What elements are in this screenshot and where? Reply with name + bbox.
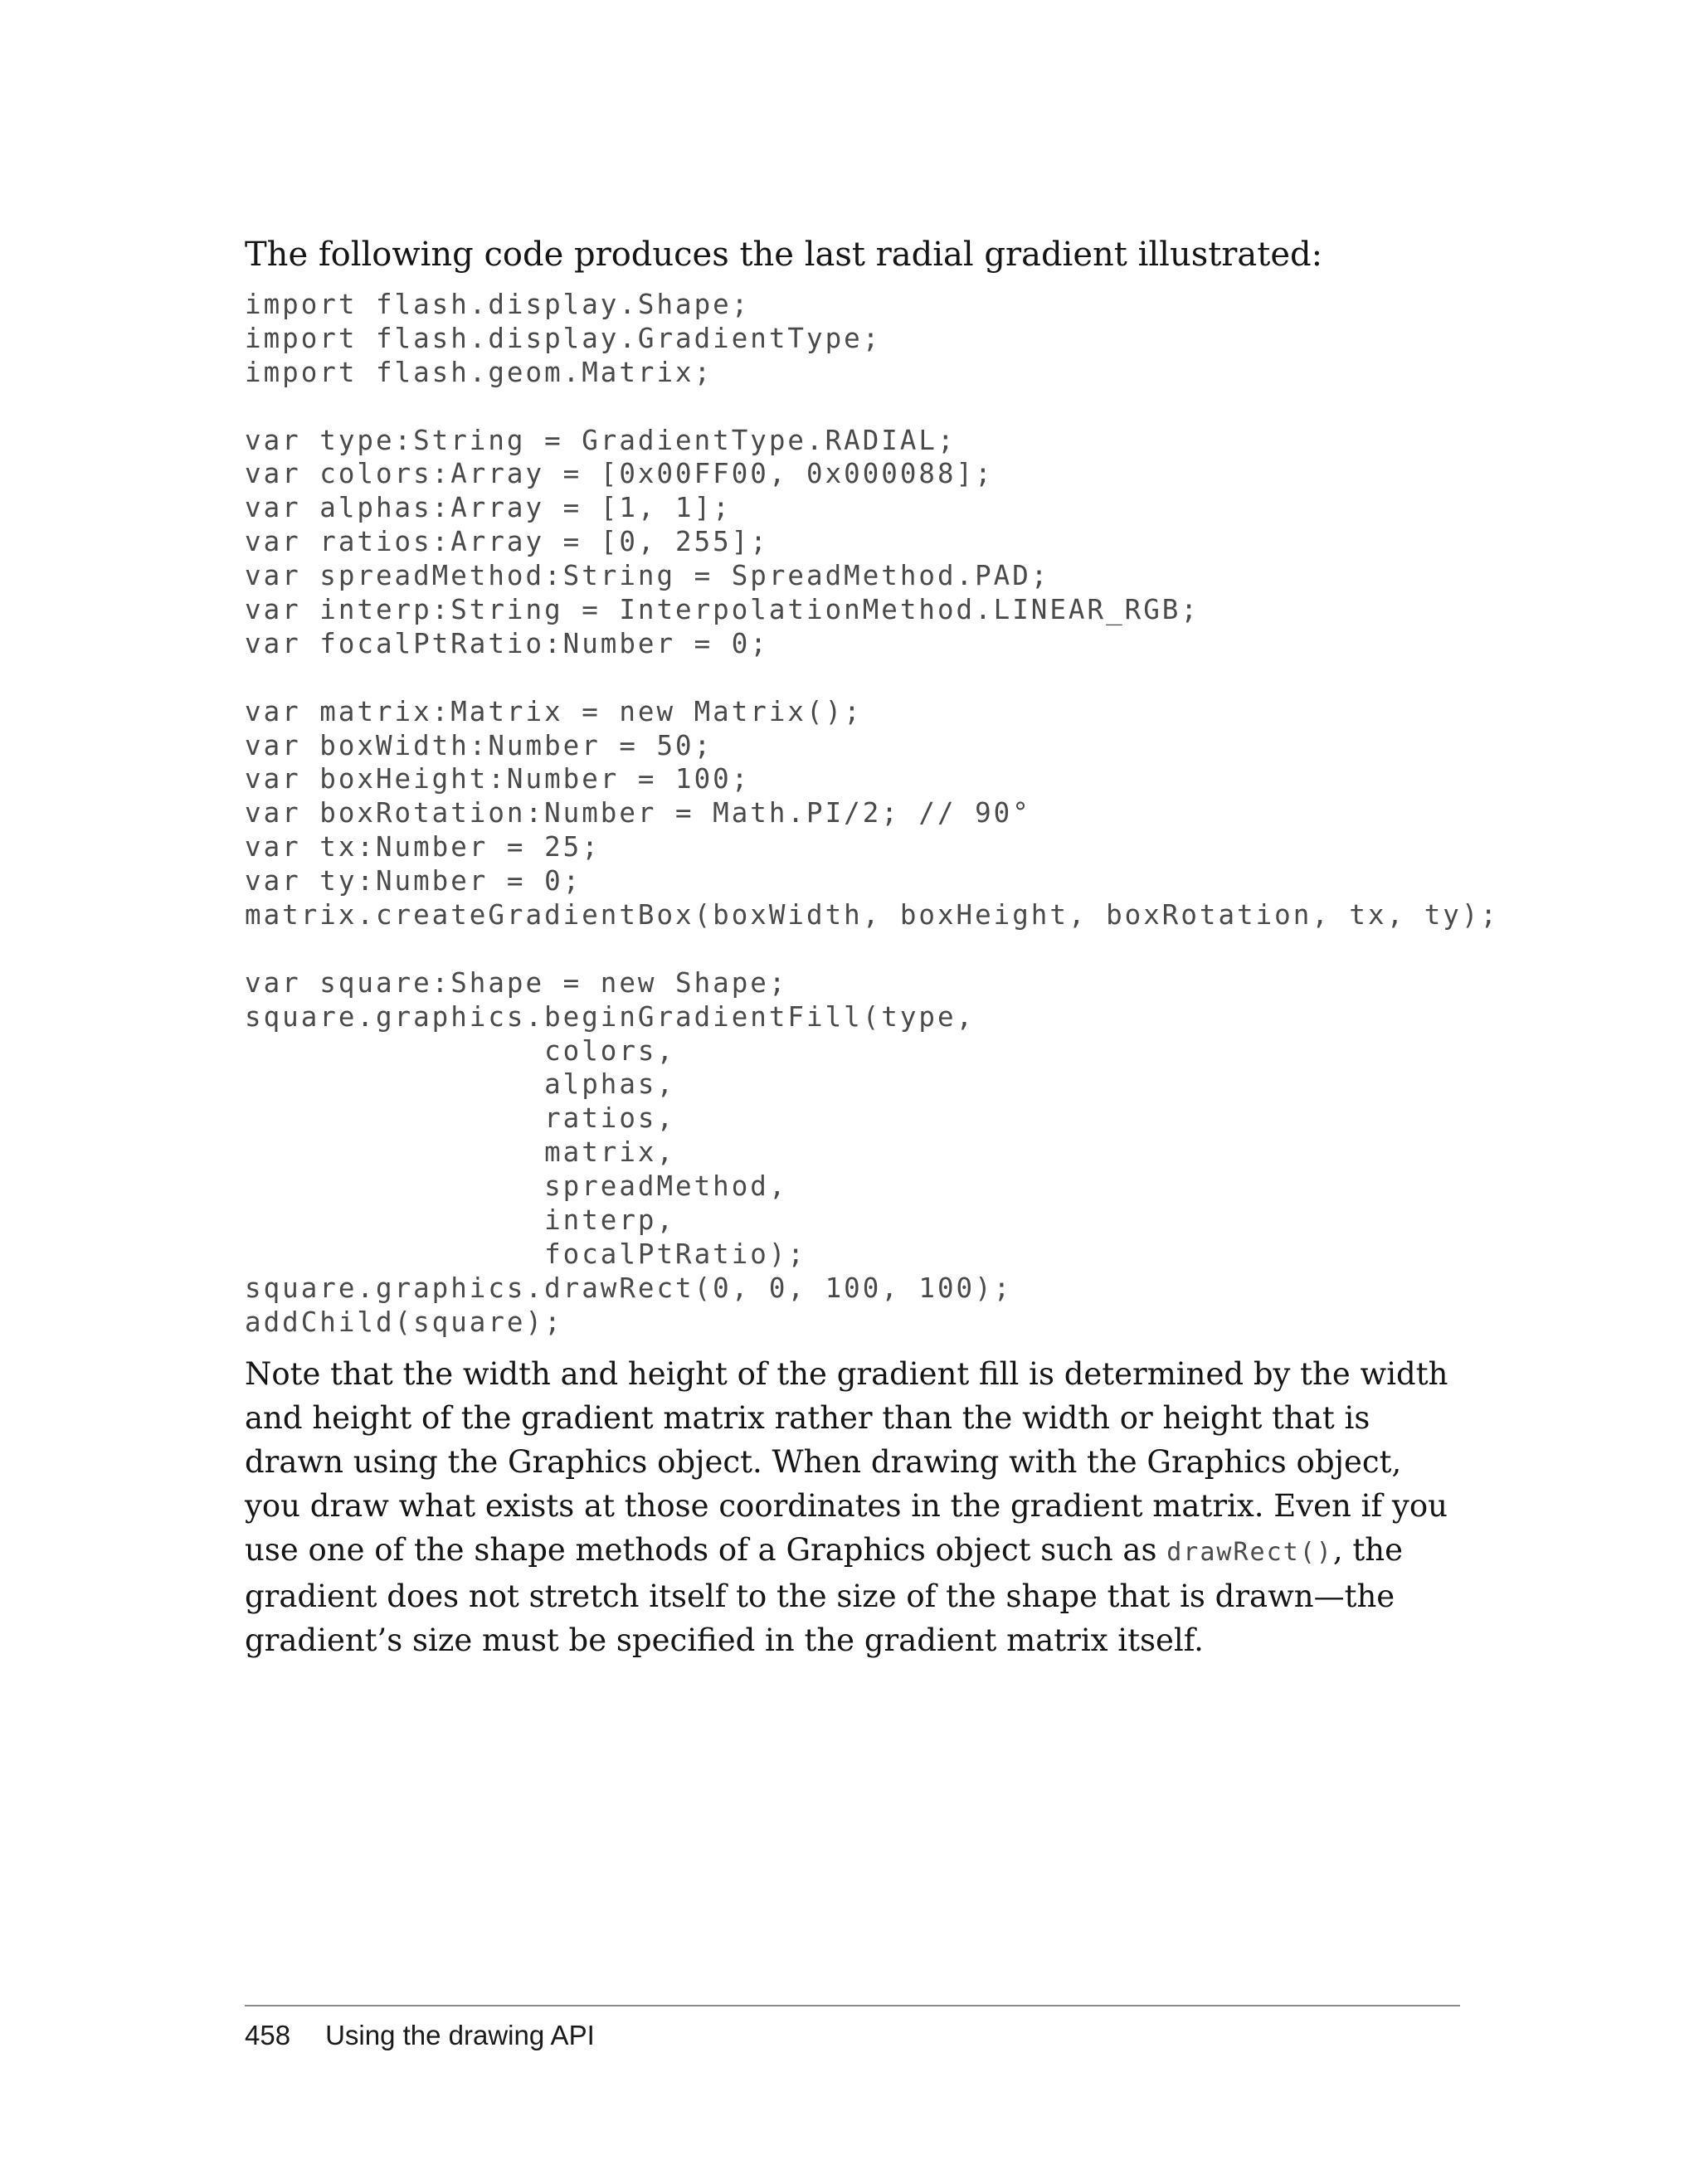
code-line: import flash.geom.Matrix;: [245, 356, 713, 388]
note-paragraph: [245, 1352, 1464, 1662]
code-line: [245, 661, 1499, 695]
code-line: addChild(square);: [245, 1306, 563, 1338]
code-line: var matrix:Matrix = new Matrix();: [245, 695, 863, 727]
code-line: spreadMethod,: [245, 1170, 788, 1203]
code-line: matrix.createGradientBox(boxWidth, boxHeight, boxRotation, tx, ty);: [245, 899, 1499, 931]
code-line: var focalPtRatio:Number = 0;: [245, 627, 769, 659]
code-line: var boxHeight:Number = 100;: [245, 763, 751, 795]
code-line: var ratios:Array = [0, 255];: [245, 526, 769, 558]
code-line: colors,: [245, 1034, 676, 1067]
code-line: [245, 390, 1499, 424]
inline-code-drawrect: drawRect(): [1166, 1538, 1333, 1567]
footer-divider: [245, 2005, 1460, 2006]
code-line: matrix,: [245, 1136, 676, 1169]
code-line: var spreadMethod:String = SpreadMethod.PAD;: [245, 560, 1050, 592]
page-number: 458: [245, 2020, 291, 2050]
code-line: import flash.display.GradientType;: [245, 322, 882, 354]
code-line: interp,: [245, 1204, 676, 1237]
code-line: focalPtRatio);: [245, 1238, 806, 1270]
code-line: alphas,: [245, 1068, 676, 1101]
code-line: import flash.display.Shape;: [245, 289, 751, 320]
code-line: square.graphics.beginGradientFill(type,: [245, 1000, 976, 1033]
page-footer: [245, 2017, 595, 2054]
note-text-after: , the gradient does not stretch itself to the size of the shape that is drawn—the gradient’s size must be specified in the gradient matrix itself.: [245, 1532, 1403, 1658]
code-line: var alphas:Array = [1, 1];: [245, 492, 732, 524]
section-title: Using the drawing API: [325, 2020, 595, 2050]
intro-paragraph: The following code produces the last radial gradient illustrated:: [245, 236, 1323, 274]
code-line: var type:String = GradientType.RADIAL;: [245, 424, 957, 456]
code-listing: [245, 288, 1499, 1340]
code-line: var colors:Array = [0x00FF00, 0x000088];: [245, 458, 994, 490]
code-line: var ty:Number = 0;: [245, 865, 582, 897]
code-line: var boxWidth:Number = 50;: [245, 729, 713, 761]
code-line: var square:Shape = new Shape;: [245, 966, 788, 999]
code-line: square.graphics.drawRect(0, 0, 100, 100);: [245, 1272, 1013, 1304]
code-line: var boxRotation:Number = Math.PI/2; // 90°: [245, 797, 1031, 829]
code-line: var tx:Number = 25;: [245, 831, 601, 863]
note-text-before: Note that the width and height of the gradient fill is determined by the width and height of the gradient matrix rather than the width or height that is drawn using the Graphics object. When drawing with the Graphics object, you draw what exists at those coordinates in the gradient matrix. Even if you use one of the shape methods of a Graphics object such as: [245, 1356, 1448, 1568]
code-line: [245, 932, 1499, 966]
code-line: ratios,: [245, 1102, 676, 1135]
code-line: var interp:String = InterpolationMethod.LINEAR_RGB;: [245, 594, 1200, 626]
